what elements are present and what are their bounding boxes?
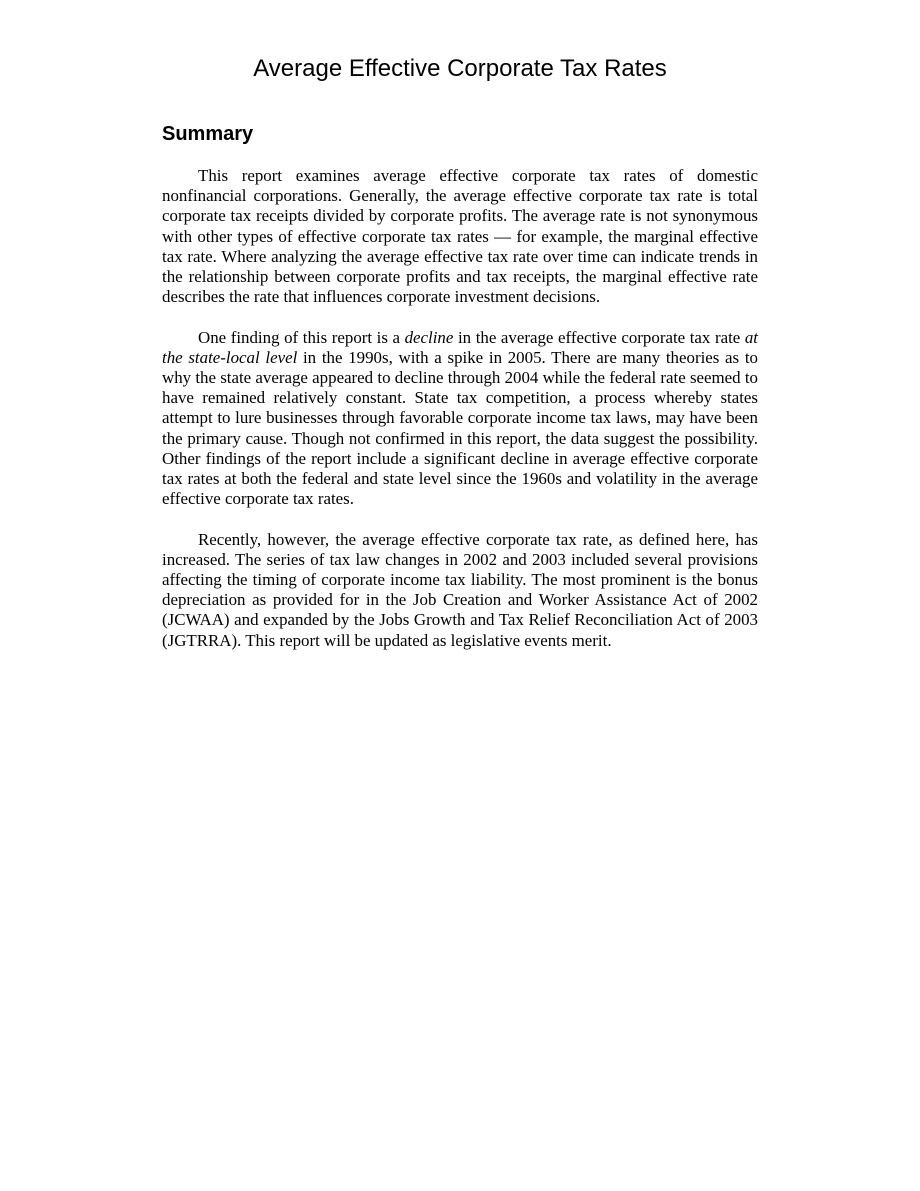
paragraph-2-text-a: One finding of this report is a [198,327,405,347]
summary-body [162,166,758,651]
summary-paragraph-2 [162,328,758,510]
page-title: Average Effective Corporate Tax Rates [253,55,667,82]
paragraph-2-text-e: in the 1990s, with a spike in 2005. There are many theories as to why the state average appeared to decline through 2004 while the federal rate seemed to have remained relatively constant. State tax competition, a process whereby states attempt to lure businesses through favorable corporate income tax laws, may have been the primary cause. Though not confirmed in this report, the data suggest the possibility. Other findings of the report include a significant decline in average effective corporate tax rates at both the federal and state level since the 1960s and volatility in the average effective corporate tax rates. [162,347,758,509]
paragraph-2-text-c: in the average effective corporate tax rate [453,327,745,347]
emphasis-state-local: at the state-local level [162,327,758,367]
summary-paragraph-1: This report examines average effective corporate tax rates of domestic nonfinancial corporations. Generally, the average effective corporate tax rate is total corporate tax receipts divided by corporate profits. The average rate is not synonymous with other types of effective corporate tax rates — for example, the marginal effective tax rate. Where analyzing the average effective tax rate over time can indicate trends in the relationship between corporate profits and tax receipts, the marginal effective rate describes the rate that influences corporate investment decisions. [162,166,758,307]
emphasis-decline: decline [404,327,454,347]
summary-heading: Summary [162,123,254,145]
summary-paragraph-3: Recently, however, the average effective corporate tax rate, as defined here, has increased. The series of tax law changes in 2002 and 2003 included several provisions affecting the timing of corporate income tax liability. The most prominent is the bonus depreciation as provided for in the Job Creation and Worker Assistance Act of 2002 (JCWAA) and expanded by the Jobs Growth and Tax Relief Reconciliation Act of 2003 (JGTRRA). This report will be updated as legislative events merit. [162,529,758,650]
